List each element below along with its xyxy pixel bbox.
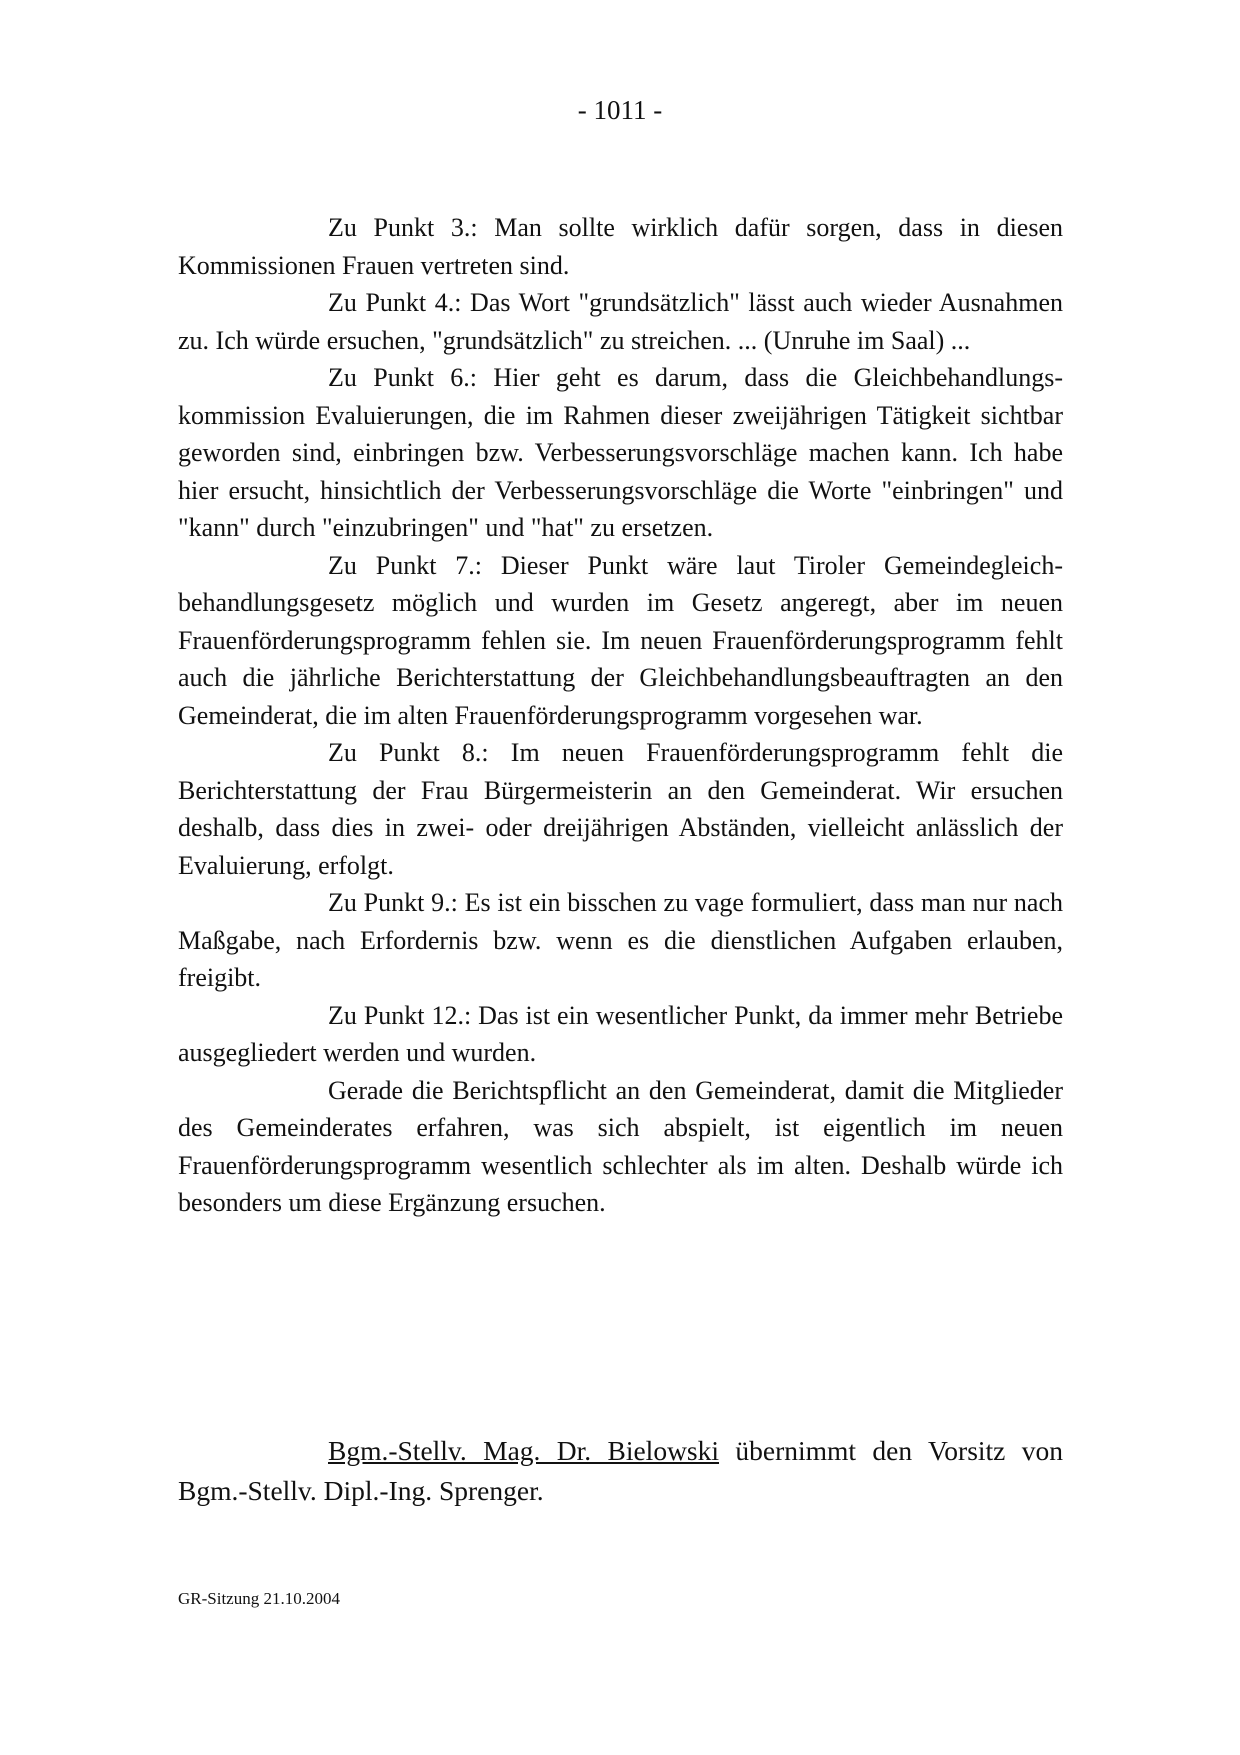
body-text (178, 209, 1063, 1222)
paragraph-punkt-4: Zu Punkt 4.: Das Wort "grundsätzlich" lässt auch wieder Ausnahmen zu. Ich würde ersuchen, "grundsätzlich" zu streichen. ... (Unruhe im Saal) ... (178, 288, 1063, 355)
page-number: - 1011 - (577, 95, 663, 125)
footer-session-date: GR-Sitzung 21.10.2004 (178, 1589, 340, 1608)
paragraph-berichtspflicht: Gerade die Berichtspflicht an den Gemeinderat, damit die Mitglieder des Gemeinderates erfahren, was sich abspielt, ist eigentlich im neuen Frauenförderungsprogramm wesentlich schlechter als im alten. Deshalb würde ich besonders um diese Ergänzung ersuchen. (178, 1075, 1063, 1217)
paragraph-punkt-7: Zu Punkt 7.: Dieser Punkt wäre laut Tiroler Gemeindegleichbehandlungsgesetz möglich und wurden im Gesetz angeregt, aber im neuen Frauenförderungsprogramm fehlen sie. Im neuen Frauenförderungsprogramm fehlt auch die jährliche Berichterstattung der Gleichbehandlungsbeauftragten an den Gemeinderat, die im alten Frauenförderungsprogramm vorgesehen war. (178, 550, 1063, 730)
chair-handover-text: übernimmt den Vorsitz von Bgm.-Stellv. Dipl.-Ing. Sprenger. (178, 1435, 1063, 1506)
paragraph-punkt-8: Zu Punkt 8.: Im neuen Frauenförderungsprogramm fehlt die Berichterstattung der Frau Bürgermeisterin an den Gemeinderat. Wir ersuchen deshalb, dass dies in zwei- oder dreijährigen Abständen, vielleicht anlässlich der Evaluierung, erfolgt. (178, 738, 1063, 880)
paragraph-punkt-9: Zu Punkt 9.: Es ist ein bisschen zu vage formuliert, dass man nur nach Maßgabe, nach Erfordernis bzw. wenn es die dienstlichen Aufgaben erlauben, freigibt. (178, 888, 1063, 992)
chair-handover-paragraph (178, 1431, 1063, 1511)
paragraph-punkt-12: Zu Punkt 12.: Das ist ein wesentlicher Punkt, da immer mehr Betriebe ausgegliedert werden und wurden. (178, 1000, 1063, 1067)
paragraph-punkt-6: Zu Punkt 6.: Hier geht es darum, dass die Gleichbehandlungskommission Evaluierungen, die im Rahmen dieser zweijährigen Tätigkeit sichtbar geworden sind, einbringen bzw. Verbesserungsvorschläge machen kann. Ich habe hier ersucht, hinsichtlich der Verbesserungsvorschläge die Worte "einbringen" und "kann" durch "einzubringen" und "hat" zu ersetzen. (178, 363, 1063, 542)
paragraph-punkt-3: Zu Punkt 3.: Man sollte wirklich dafür sorgen, dass in diesen Kommissionen Frauen vertreten sind. (178, 213, 1063, 280)
speaker-name: Bgm.-Stellv. Mag. Dr. Bielowski (328, 1435, 720, 1466)
